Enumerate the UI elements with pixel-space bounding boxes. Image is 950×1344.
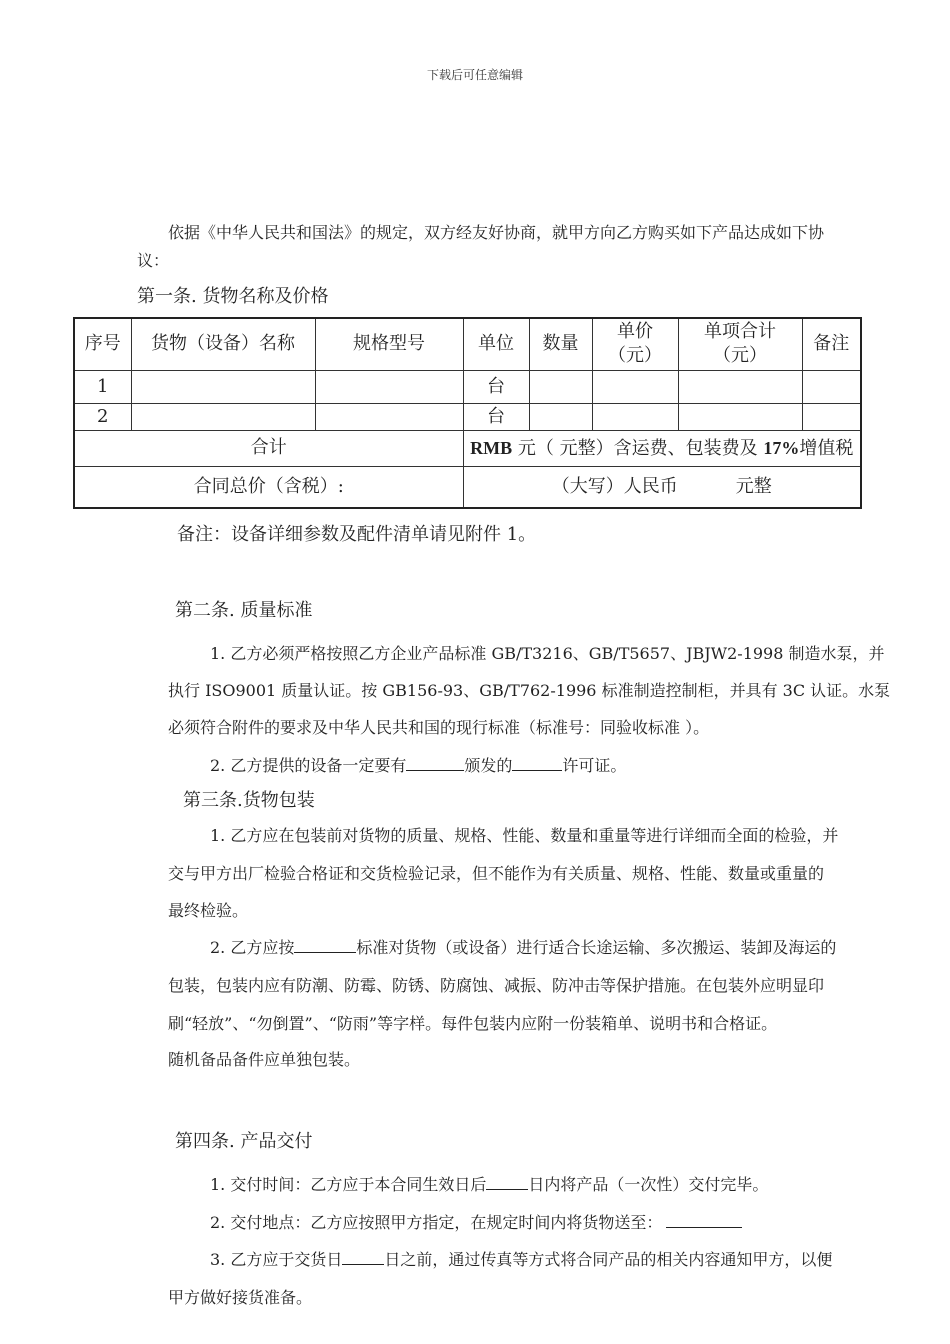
col-header-subtotal-l1: 单项合计 bbox=[704, 321, 776, 343]
col-header-remark: 备注 bbox=[802, 318, 861, 370]
art3-p2-a: 2. 乙方应按 bbox=[210, 938, 295, 957]
row-subtotal-cell bbox=[678, 403, 802, 430]
row-name-cell bbox=[131, 403, 315, 430]
col-header-price-l1: 单价 bbox=[617, 321, 653, 343]
article-1-note: 备注：设备详细参数及配件清单请见附件 1。 bbox=[177, 524, 537, 545]
art4-p2 bbox=[210, 1210, 742, 1233]
blank-notice-days bbox=[342, 1250, 384, 1265]
total-rmb: RMB bbox=[470, 437, 513, 458]
blank-standard bbox=[294, 938, 356, 953]
art3-p2-line4: 随机备品备件应单独包装。 bbox=[168, 1050, 361, 1069]
art2-p1-line3: 必须符合附件的要求及中华人民共和国的现行标准（标准号：同验收标准 ）。 bbox=[168, 718, 710, 737]
art3-p1-line3: 最终检验。 bbox=[168, 901, 249, 920]
table-header-row bbox=[74, 318, 861, 370]
row-unit: 台 bbox=[463, 370, 529, 403]
article-3-title: 第三条.货物包装 bbox=[183, 790, 315, 811]
col-header-spec: 规格型号 bbox=[315, 318, 463, 370]
col-header-price-l2: （元） bbox=[608, 345, 662, 367]
art3-p2-line1 bbox=[210, 935, 836, 958]
total-mid: 元（ 元整）含运费、包装费及 bbox=[512, 437, 764, 459]
blank-issuer bbox=[406, 756, 464, 771]
col-header-subtotal-l2: （元） bbox=[713, 345, 767, 367]
art4-p1-a: 1. 交付时间：乙方应于本合同生效日后 bbox=[210, 1175, 487, 1194]
art3-p2-line2: 包装，包装内应有防潮、防霉、防锈、防腐蚀、减振、防冲击等保护措施。在包装外应明显印 bbox=[168, 976, 825, 995]
art2-p2 bbox=[210, 753, 626, 776]
art2-p2-b: 颁发的 bbox=[464, 756, 513, 775]
row-subtotal-cell bbox=[678, 370, 802, 403]
col-header-price bbox=[592, 318, 678, 370]
blank-days bbox=[486, 1175, 528, 1190]
row-qty-cell bbox=[529, 403, 592, 430]
art2-p2-c: 许可证。 bbox=[562, 756, 627, 775]
grand-total-label: 合同总价（含税）: bbox=[74, 466, 463, 508]
total-end: 增值税 bbox=[799, 437, 854, 459]
art4-p3-line1 bbox=[210, 1247, 832, 1270]
row-qty-cell bbox=[529, 370, 592, 403]
grand-total-row bbox=[74, 466, 861, 508]
table-row bbox=[74, 403, 861, 430]
art2-p1-line2: 执行 ISO9001 质量认证。按 GB156-93、GB/T762-1996 标准制造控制柜，并具有 3C 认证。水泵 bbox=[168, 681, 891, 700]
art3-p2-line3: 刷“轻放”、“勿倒置”、“防雨”等字样。每件包装内应附一份装箱单、说明书和合格证。 bbox=[168, 1014, 778, 1033]
row-spec-cell bbox=[315, 370, 463, 403]
article-1-title: 第一条. 货物名称及价格 bbox=[137, 286, 329, 307]
grand-total-unit: 元整 bbox=[735, 475, 772, 497]
art2-p2-a: 2. 乙方提供的设备一定要有 bbox=[210, 756, 407, 775]
art4-p1 bbox=[210, 1172, 768, 1195]
col-header-no: 序号 bbox=[74, 318, 131, 370]
art4-p3-line2: 甲方做好接货准备。 bbox=[168, 1288, 313, 1307]
blank-location bbox=[666, 1213, 742, 1228]
page-header-note: 下载后可任意编辑 bbox=[426, 68, 523, 82]
art4-p3-a: 3. 乙方应于交货日 bbox=[210, 1250, 343, 1269]
art4-p2-a: 2. 交付地点：乙方应按照甲方指定，在规定时间内将货物送至： bbox=[210, 1213, 663, 1232]
art3-p1-line2: 交与甲方出厂检验合格证和交货检验记录，但不能作为有关质量、规格、性能、数量或重量的 bbox=[168, 864, 825, 883]
row-name-cell bbox=[131, 370, 315, 403]
art2-p1-line1: 1. 乙方必须严格按照乙方企业产品标准 GB/T3216、GB/T5657、JBJW2-1998 制造水泵，并 bbox=[210, 644, 885, 663]
intro-line-1: 依据《中华人民共和国法》的规定，双方经友好协商，就甲方向乙方购买如下产品达成如下协 bbox=[168, 223, 825, 242]
art3-p1-line1: 1. 乙方应在包装前对货物的质量、规格、性能、数量和重量等进行详细而全面的检验，并 bbox=[210, 826, 839, 845]
goods-table bbox=[73, 317, 862, 509]
art4-p3-b: 日之前，通过传真等方式将合同产品的相关内容通知甲方，以便 bbox=[384, 1250, 833, 1269]
total-rate: 17% bbox=[763, 437, 800, 458]
col-header-qty: 数量 bbox=[529, 318, 592, 370]
row-spec-cell bbox=[315, 403, 463, 430]
row-price-cell bbox=[592, 403, 678, 430]
article-4-title: 第四条. 产品交付 bbox=[175, 1131, 313, 1152]
row-remark-cell bbox=[802, 370, 861, 403]
row-remark-cell bbox=[802, 403, 861, 430]
art4-p1-b: 日内将产品（一次性）交付完毕。 bbox=[528, 1175, 769, 1194]
total-row bbox=[74, 430, 861, 466]
article-2-title: 第二条. 质量标准 bbox=[175, 600, 313, 621]
row-no: 1 bbox=[74, 370, 131, 403]
intro-line-2: 议： bbox=[137, 251, 170, 270]
table-row bbox=[74, 370, 861, 403]
row-price-cell bbox=[592, 370, 678, 403]
grand-total-words: （大写）人民币 bbox=[551, 475, 678, 497]
total-label: 合计 bbox=[74, 430, 463, 466]
row-unit: 台 bbox=[463, 403, 529, 430]
row-no: 2 bbox=[74, 403, 131, 430]
col-header-unit: 单位 bbox=[463, 318, 529, 370]
blank-license bbox=[512, 756, 562, 771]
total-value bbox=[463, 430, 861, 466]
col-header-name: 货物（设备）名称 bbox=[131, 318, 315, 370]
col-header-subtotal bbox=[678, 318, 802, 370]
art3-p2-b: 标准对货物（或设备）进行适合长途运输、多次搬运、装卸及海运的 bbox=[356, 938, 837, 957]
grand-total-value bbox=[463, 466, 861, 508]
